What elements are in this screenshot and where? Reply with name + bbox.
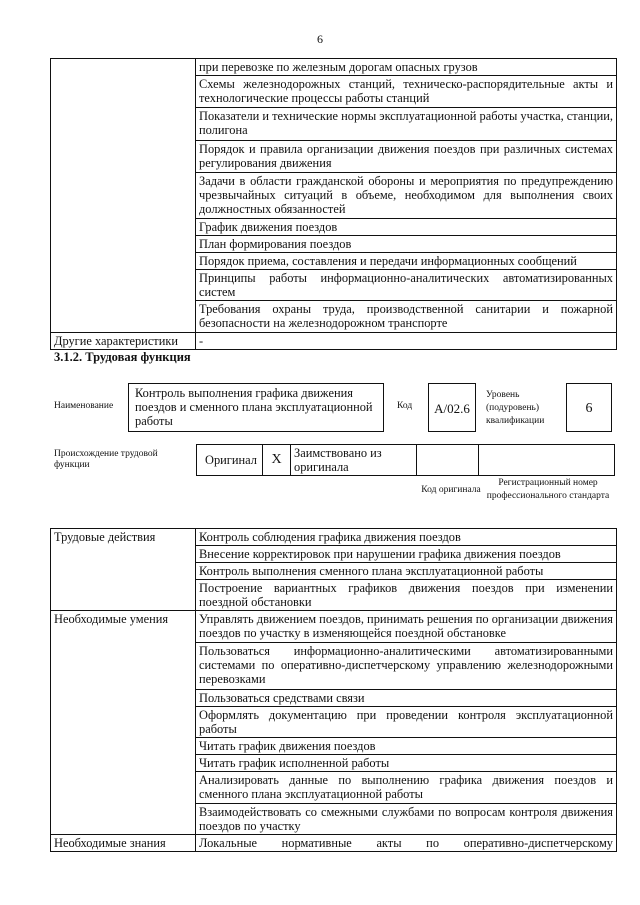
origin-label: Происхождение трудовой функции	[54, 449, 158, 470]
table-row: Оформлять документацию при проведении контроля эксплуатационной работы	[196, 707, 617, 738]
top-table-row: при перевозке по железным дорогам опасных грузов	[196, 59, 617, 76]
top-table-row: Задачи в области гражданской обороны и мероприятия по предупреждению чрезвычайных ситуаций в объеме, необходимом для выполнения своих должностных обязанностей	[196, 173, 617, 219]
top-table-row: График движения поездов	[196, 219, 617, 236]
table-row: Анализировать данные по выполнению графика движения поездов и сменного плана эксплуатационной работы	[196, 772, 617, 804]
code-original-cell	[417, 445, 479, 476]
main-table	[50, 528, 617, 852]
table-row: Локальные нормативные акты по оперативно-диспетчерскому	[196, 835, 617, 852]
table-row: Управлять движением поездов, принимать решения по организации движения поездов по участку в изменяющейся поездной обстановке	[196, 611, 617, 643]
section-label-required-knowledge: Необходимые знания	[51, 835, 196, 852]
level-value-box: 6	[566, 383, 612, 432]
section-heading: 3.1.2. Трудовая функция	[54, 350, 191, 364]
other-characteristics-label: Другие характеристики	[51, 333, 196, 350]
table-row: Читать график исполненной работы	[196, 755, 617, 772]
original-mark: X	[263, 445, 291, 476]
top-table-row: Порядок приема, составления и передачи информационных сообщений	[196, 253, 617, 270]
section-label-labor-actions: Трудовые действия	[51, 529, 196, 611]
other-characteristics-value: -	[196, 333, 617, 350]
origin-table	[196, 444, 615, 476]
top-table	[50, 58, 617, 350]
page-number: 6	[317, 32, 323, 46]
function-name-box: Контроль выполнения графика движения поездов и сменного плана эксплуатационной работы	[128, 383, 384, 432]
original-label: Оригинал	[197, 445, 263, 476]
table-row: Пользоваться информационно-аналитическими автоматизированными системами по оперативно-диспетчерскому управлению железнодорожными перевозками	[196, 643, 617, 690]
code-label: Код	[397, 401, 413, 411]
table-row: Построение вариантных графиков движения поездов при изменении поездной обстановки	[196, 580, 617, 611]
reg-number-caption: Регистрационный номер профессионального стандарта	[486, 478, 610, 501]
top-table-label-cell	[51, 59, 196, 333]
name-label: Наименование	[54, 401, 114, 411]
top-table-row: Схемы железнодорожных станций, техническо-распорядительные акты и технологические процессы работы станций	[196, 76, 617, 108]
table-row: Контроль соблюдения графика движения поездов	[196, 529, 617, 546]
top-table-row: Принципы работы информационно-аналитических автоматизированных систем	[196, 270, 617, 301]
section-label-required-skills: Необходимые умения	[51, 611, 196, 835]
level-label: Уровень (подуровень) квалификации	[486, 390, 545, 426]
top-table-row: План формирования поездов	[196, 236, 617, 253]
table-row: Контроль выполнения сменного плана эксплуатационной работы	[196, 563, 617, 580]
top-table-row: Показатели и технические нормы эксплуатационной работы участка, станции, полигона	[196, 108, 617, 141]
table-row: Читать график движения поездов	[196, 738, 617, 755]
code-original-caption: Код оригинала	[421, 485, 481, 495]
top-table-row: Порядок и правила организации движения поездов при различных системах регулирования движения	[196, 141, 617, 173]
borrowed-label: Заимствовано из оригинала	[291, 445, 417, 476]
top-table-row: Требования охраны труда, производственной санитарии и пожарной безопасности на железнодорожном транспорте	[196, 301, 617, 333]
table-row: Взаимодействовать со смежными службами по вопросам контроля движения поездов по участку	[196, 804, 617, 835]
table-row: Пользоваться средствами связи	[196, 690, 617, 707]
code-value-box: А/02.6	[428, 383, 476, 432]
table-row: Внесение корректировок при нарушении графика движения поездов	[196, 546, 617, 563]
reg-number-cell	[479, 445, 615, 476]
